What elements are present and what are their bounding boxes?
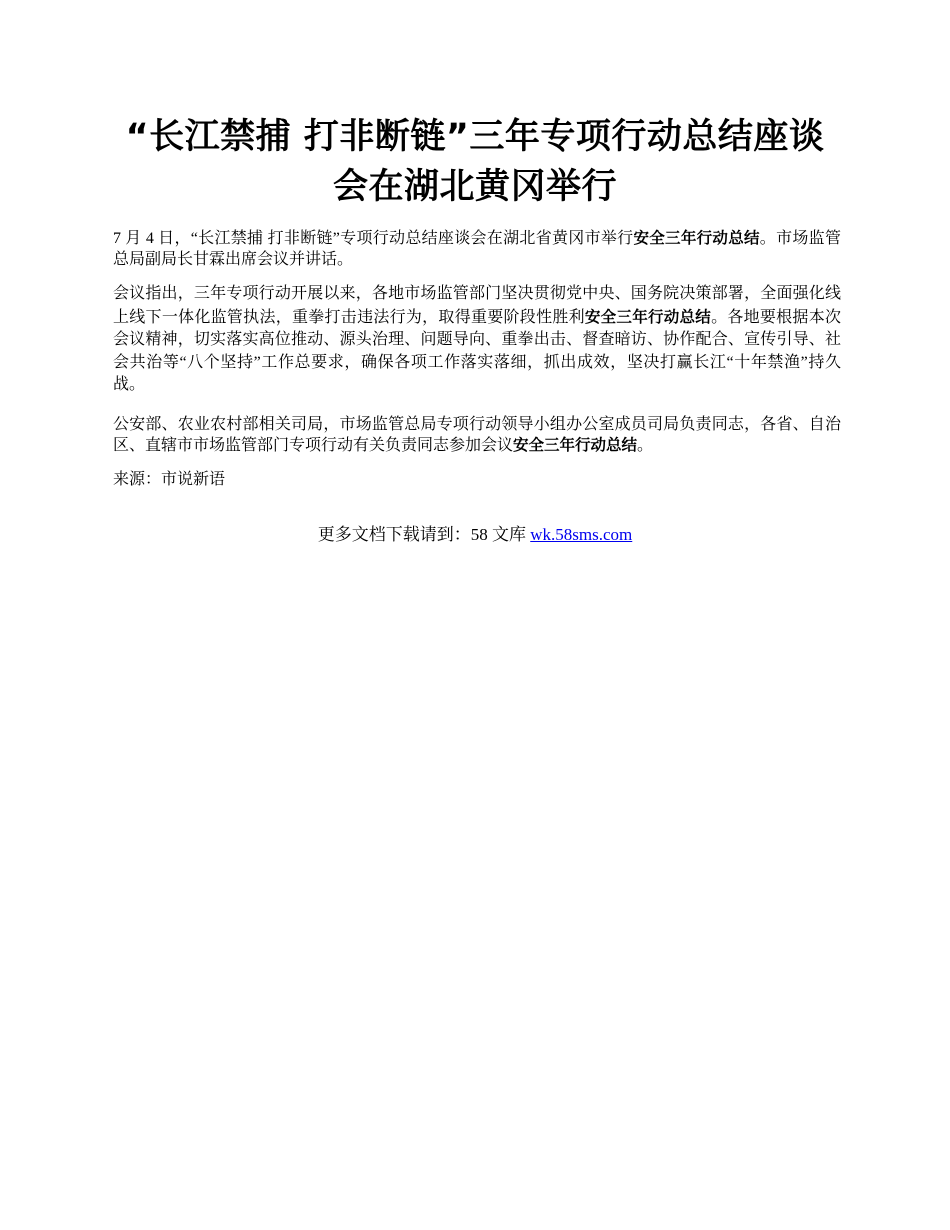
paragraph-2-bold: 安全三年行动总结 <box>584 307 712 326</box>
paragraph-1-tail: 。市场监管总局副局长甘霖出席会议并讲话。 <box>113 230 841 268</box>
paragraph-3-bold: 安全三年行动总结 <box>513 435 638 454</box>
source-line: 来源：市说新语 <box>113 470 226 488</box>
footer-link[interactable]: wk.58sms.com <box>530 525 633 544</box>
document-title <box>100 112 850 212</box>
paragraph-3 <box>113 414 841 456</box>
footer-text: 更多文档下载请到：58 文库 <box>317 525 531 544</box>
title-line-2: 会在湖北黄冈举行 <box>332 167 617 207</box>
paragraph-1 <box>113 228 841 270</box>
document-body <box>113 228 841 490</box>
paragraph-2 <box>113 283 841 397</box>
paragraph-3-text: 公安部、农业农村部相关司局，市场监管总局专项行动领导小组办公室成员司局负责同志，各省、自治区、直辖市市场监管部门专项行动有关负责同志参加会议 <box>113 415 841 454</box>
paragraph-1-text: 7 月 4 日，“长江禁捕 打非断链”专项行动总结座谈会在湖北省黄冈市举行 <box>113 230 634 247</box>
paragraph-1-bold: 安全三年行动总结 <box>633 229 760 247</box>
paragraph-2-tail: 。各地要根据本次会议精神，切实落实高位推动、源头治理、问题导向、重拳出击、督查暗访、协作配合、宣传引导、社会共治等“八个坚持”工作总要求，确保各项工作落实落细，抓出成效，坚决打赢长江“十年禁渔”持久战。 <box>113 308 841 393</box>
title-line-1: “长江禁捕 打非断链”三年专项行动总结座谈 <box>125 117 825 157</box>
paragraph-2-text: 会议指出，三年专项行动开展以来，各地市场监管部门坚决贯彻党中央、国务院决策部署，全面强化线上线下一体化监管执法，重拳打击违法行为，取得重要阶段性胜利 <box>113 285 841 326</box>
paragraph-3-tail: 。 <box>637 436 654 454</box>
footer <box>0 524 950 546</box>
